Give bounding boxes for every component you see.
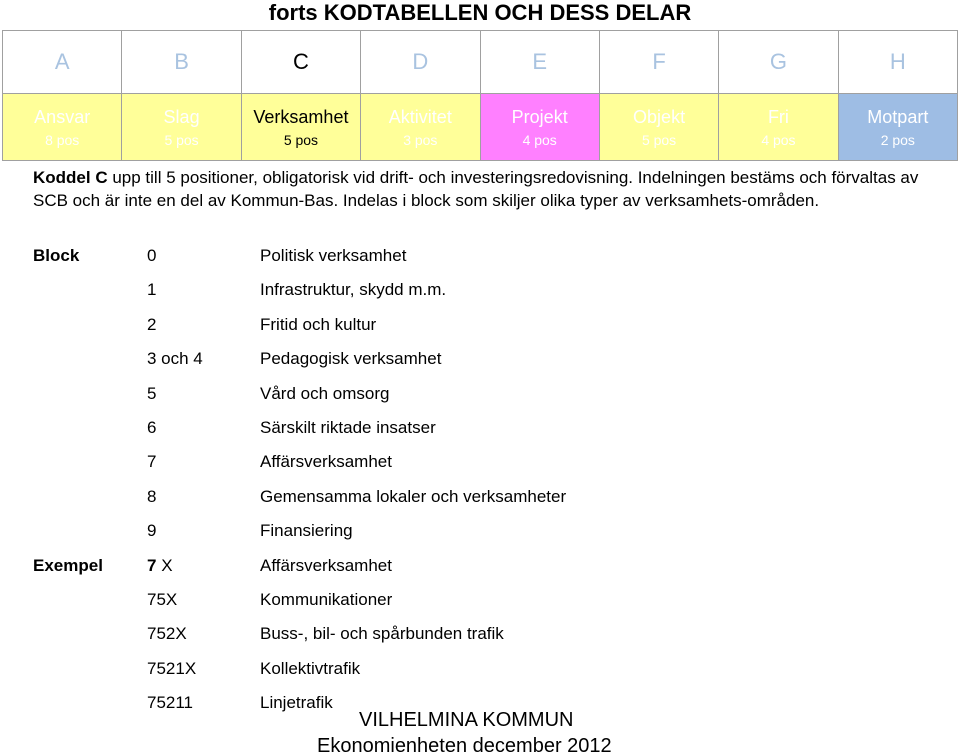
example-row: [0, 554, 960, 578]
block-code: 6: [147, 418, 157, 437]
example-code: [147, 554, 173, 578]
example-code: [147, 622, 187, 646]
segment-motpart: [838, 94, 957, 161]
segment-name: Objekt: [633, 107, 686, 127]
example-description: Kommunikationer: [260, 590, 393, 609]
segment-positions: 4 pos: [522, 132, 557, 148]
segment-name: Projekt: [511, 107, 568, 127]
segment-positions: 2 pos: [880, 132, 915, 148]
block-description: Politisk verksamhet: [260, 246, 407, 265]
example-code: [147, 588, 177, 612]
block-label: Block: [33, 246, 80, 265]
block-code: 8: [147, 486, 157, 506]
segment-positions: 5 pos: [164, 132, 199, 148]
block-description: Vård och omsorg: [260, 383, 390, 403]
block-code: 5: [147, 383, 157, 403]
segment-ansvar: [3, 94, 122, 161]
block-description: Gemensamma lokaler och verksamheter: [260, 486, 567, 506]
example-code-rest: 75211: [147, 693, 194, 713]
column-letter-g: G: [719, 31, 838, 94]
example-code-rest: 75X: [147, 590, 178, 609]
block-code: 9: [147, 521, 157, 541]
column-letter-f: F: [599, 31, 718, 94]
example-code-bold: 7: [147, 555, 157, 575]
example-code-rest: 7521X: [147, 658, 197, 678]
page-title: forts KODTABELLEN OCH DESS DELAR: [268, 0, 692, 25]
block-row: [0, 519, 960, 543]
block-description: Särskilt riktade insatser: [260, 418, 436, 437]
example-description: Buss-, bil- och spårbunden trafik: [260, 624, 504, 644]
block-code: 7: [147, 452, 157, 472]
block-code: 2: [147, 314, 157, 334]
segment-slag: [122, 94, 241, 161]
segment-name: Aktivitet: [388, 107, 452, 127]
example-code-rest: 752X: [147, 624, 187, 644]
segment-positions: 4 pos: [761, 132, 796, 148]
block-row: [0, 244, 960, 268]
segment-name: Ansvar: [34, 107, 91, 127]
column-letters-row: [3, 31, 958, 94]
segment-positions: 8 pos: [45, 132, 80, 148]
column-letter-b: B: [122, 31, 241, 94]
example-code: [147, 657, 196, 681]
column-letter-c: C: [241, 31, 360, 94]
example-description: Linjetrafik: [260, 693, 333, 713]
segment-positions: 5 pos: [641, 132, 677, 148]
block-code: 1: [147, 280, 157, 300]
block-row: [0, 382, 960, 406]
example-description: Kollektivtrafik: [260, 658, 361, 678]
example-row: [0, 622, 960, 646]
block-description: Fritid och kultur: [260, 314, 377, 334]
segment-projekt: [480, 94, 599, 161]
segment-aktivitet: [361, 94, 480, 161]
column-letter-a: A: [3, 31, 122, 94]
block-row: [0, 347, 960, 371]
footer-department: Ekonomienheten december 2012: [317, 735, 612, 756]
segment-name: Slag: [163, 107, 200, 127]
block-row: [0, 416, 960, 440]
block-description: Finansiering: [260, 521, 353, 541]
example-code-rest: X: [156, 555, 173, 575]
segment-positions: 5 pos: [283, 132, 319, 148]
block-description: Affärsverksamhet: [260, 452, 392, 472]
segment-name: Fri: [767, 107, 789, 127]
block-description: Pedagogisk verksamhet: [260, 349, 442, 369]
column-letter-h: H: [838, 31, 957, 94]
block-description: Infrastruktur, skydd m.m.: [260, 280, 447, 300]
segment-fri: [719, 94, 838, 161]
block-row: [0, 485, 960, 509]
segment-name: Motpart: [867, 107, 929, 127]
segment-verksamhet: [241, 94, 360, 161]
block-code: 0: [147, 246, 157, 265]
code-structure-table: [2, 30, 958, 161]
example-label: Exempel: [33, 555, 103, 575]
example-row: [0, 657, 960, 681]
segment-positions: 3 pos: [403, 132, 438, 148]
intro-paragraph: [33, 166, 943, 212]
segment-objekt: [599, 94, 718, 161]
footer-organization: VILHELMINA KOMMUN: [359, 709, 574, 731]
block-row: [0, 313, 960, 337]
intro-bold-term: Koddel C: [33, 168, 108, 187]
block-row: [0, 278, 960, 302]
block-row: [0, 450, 960, 474]
example-code: [147, 691, 193, 715]
column-letter-d: D: [361, 31, 480, 94]
segment-name: Verksamhet: [253, 107, 349, 127]
block-code: 3 och 4: [147, 349, 203, 369]
example-row: [0, 588, 960, 612]
column-letter-e: E: [480, 31, 599, 94]
intro-text: upp till 5 positioner, obligatorisk vid drift- och investeringsredovisning. Indelningen bestäms och förvaltas av SCB och är inte en del av Kommun-Bas. Indelas i block som skiljer olika typer av verksamhets-områden.: [33, 168, 919, 210]
segments-row: [3, 94, 958, 161]
example-description: Affärsverksamhet: [260, 555, 392, 575]
